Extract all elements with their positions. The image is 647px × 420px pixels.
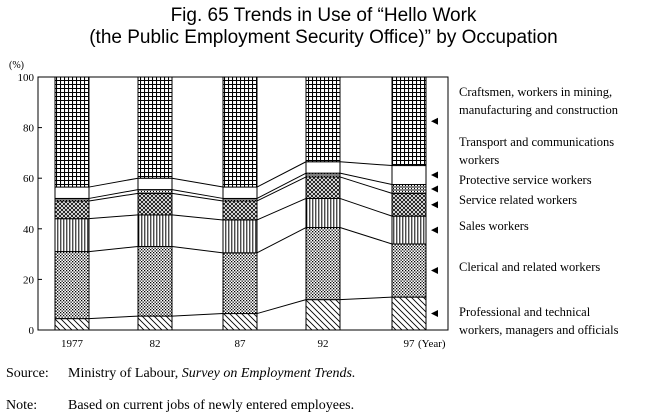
bar-segment [392, 216, 426, 244]
connector-line [340, 297, 392, 300]
y-tick-label: 60 [23, 173, 34, 186]
connector-line [340, 162, 392, 166]
legend-pointer [431, 201, 438, 208]
bar-segment [138, 215, 172, 247]
legend-label: workers [459, 153, 500, 167]
bar-segment [55, 201, 89, 219]
bar-segment [138, 77, 172, 178]
bar-segment [55, 252, 89, 319]
legend-label: Protective service workers [459, 173, 592, 187]
connector-line [257, 173, 306, 198]
chart-title-line-1: Fig. 65 Trends in Use of “Hello Work [170, 5, 477, 26]
bar-segment [223, 77, 257, 187]
bar-segment [306, 173, 340, 177]
legend-pointer [431, 172, 438, 179]
y-tick-label: 80 [23, 122, 34, 135]
connector-line [340, 173, 392, 184]
bar-segment [223, 201, 257, 220]
bar-segment [138, 190, 172, 194]
legend-pointer [431, 227, 438, 234]
legend-pointer [431, 185, 438, 192]
bar-segment [306, 77, 340, 162]
bar-segment [138, 316, 172, 330]
bar-segment [306, 228, 340, 300]
bar-segment [392, 185, 426, 194]
source-label: Source: [6, 366, 49, 381]
bar-segment [392, 193, 426, 216]
connector-line [172, 178, 223, 187]
bar-segment [138, 193, 172, 215]
bar-segment [392, 244, 426, 297]
connector-line [340, 177, 392, 193]
connector-line [257, 162, 306, 187]
bar-segment [392, 166, 426, 185]
y-axis-unit: (%) [9, 60, 24, 71]
connector-line [172, 215, 223, 220]
connector-line [257, 177, 306, 201]
bar-segment [392, 77, 426, 166]
bar-segment [306, 300, 340, 330]
bar-segment [55, 319, 89, 330]
x-tick-label: 1977 [61, 338, 83, 350]
bar-segment [138, 178, 172, 189]
legend-label: Service related workers [459, 193, 577, 207]
bar-segment [138, 247, 172, 317]
bar-segment [306, 177, 340, 199]
bar-segment [223, 220, 257, 253]
legend-pointer [431, 310, 438, 317]
connector-line [89, 247, 138, 252]
connector-line [172, 247, 223, 253]
footnote [6, 398, 354, 414]
note-text: Based on current jobs of newly entered employees. [68, 398, 355, 413]
x-axis-unit: (Year) [418, 338, 446, 350]
source-text: Ministry of Labour, [68, 366, 182, 381]
connector-line [340, 198, 392, 216]
y-tick-label: 40 [23, 223, 34, 236]
chart-title-line-2: (the Public Employment Security Office)” by Occupation [89, 27, 558, 48]
source-italic-title: Survey on Employment Trends. [181, 366, 356, 381]
y-tick-label: 20 [23, 274, 34, 287]
y-tick-label: 100 [17, 72, 34, 84]
bar-segment [306, 162, 340, 173]
connector-line [340, 228, 392, 244]
legend-label: Transport and communications [459, 135, 615, 149]
legend-pointer [431, 267, 438, 274]
x-tick-label: 92 [317, 338, 329, 350]
connector-line [257, 228, 306, 253]
bar-segment [306, 198, 340, 227]
legend-label: Craftsmen, workers in mining, [459, 85, 613, 99]
connector-line [89, 316, 138, 319]
x-tick-label: 82 [149, 338, 161, 350]
bar-segment [55, 219, 89, 252]
bar-segment [55, 77, 89, 187]
connector-line [257, 300, 306, 314]
bars-group [55, 77, 426, 330]
source-note [6, 366, 355, 382]
bar-segment [392, 297, 426, 330]
x-tick-label: 87 [234, 338, 246, 350]
note-label: Note: [6, 398, 38, 413]
connector-line [89, 178, 138, 187]
legend-label: Professional and technical [459, 305, 591, 319]
connector-line [257, 198, 306, 220]
y-tick-label: 0 [28, 325, 34, 337]
legend-pointer [431, 118, 438, 125]
connector-line [172, 314, 223, 317]
legend-label: Clerical and related workers [459, 260, 601, 274]
bar-segment [223, 187, 257, 198]
bar-segment [223, 253, 257, 314]
x-tick-label: 97 [403, 338, 415, 350]
legend-label: manufacturing and construction [459, 103, 618, 117]
legend-label: workers, managers and officials [459, 323, 619, 337]
legend-group [431, 85, 619, 337]
bar-segment [223, 314, 257, 330]
legend-label: Sales workers [459, 219, 529, 233]
bar-segment [55, 187, 89, 198]
connector-line [89, 215, 138, 219]
